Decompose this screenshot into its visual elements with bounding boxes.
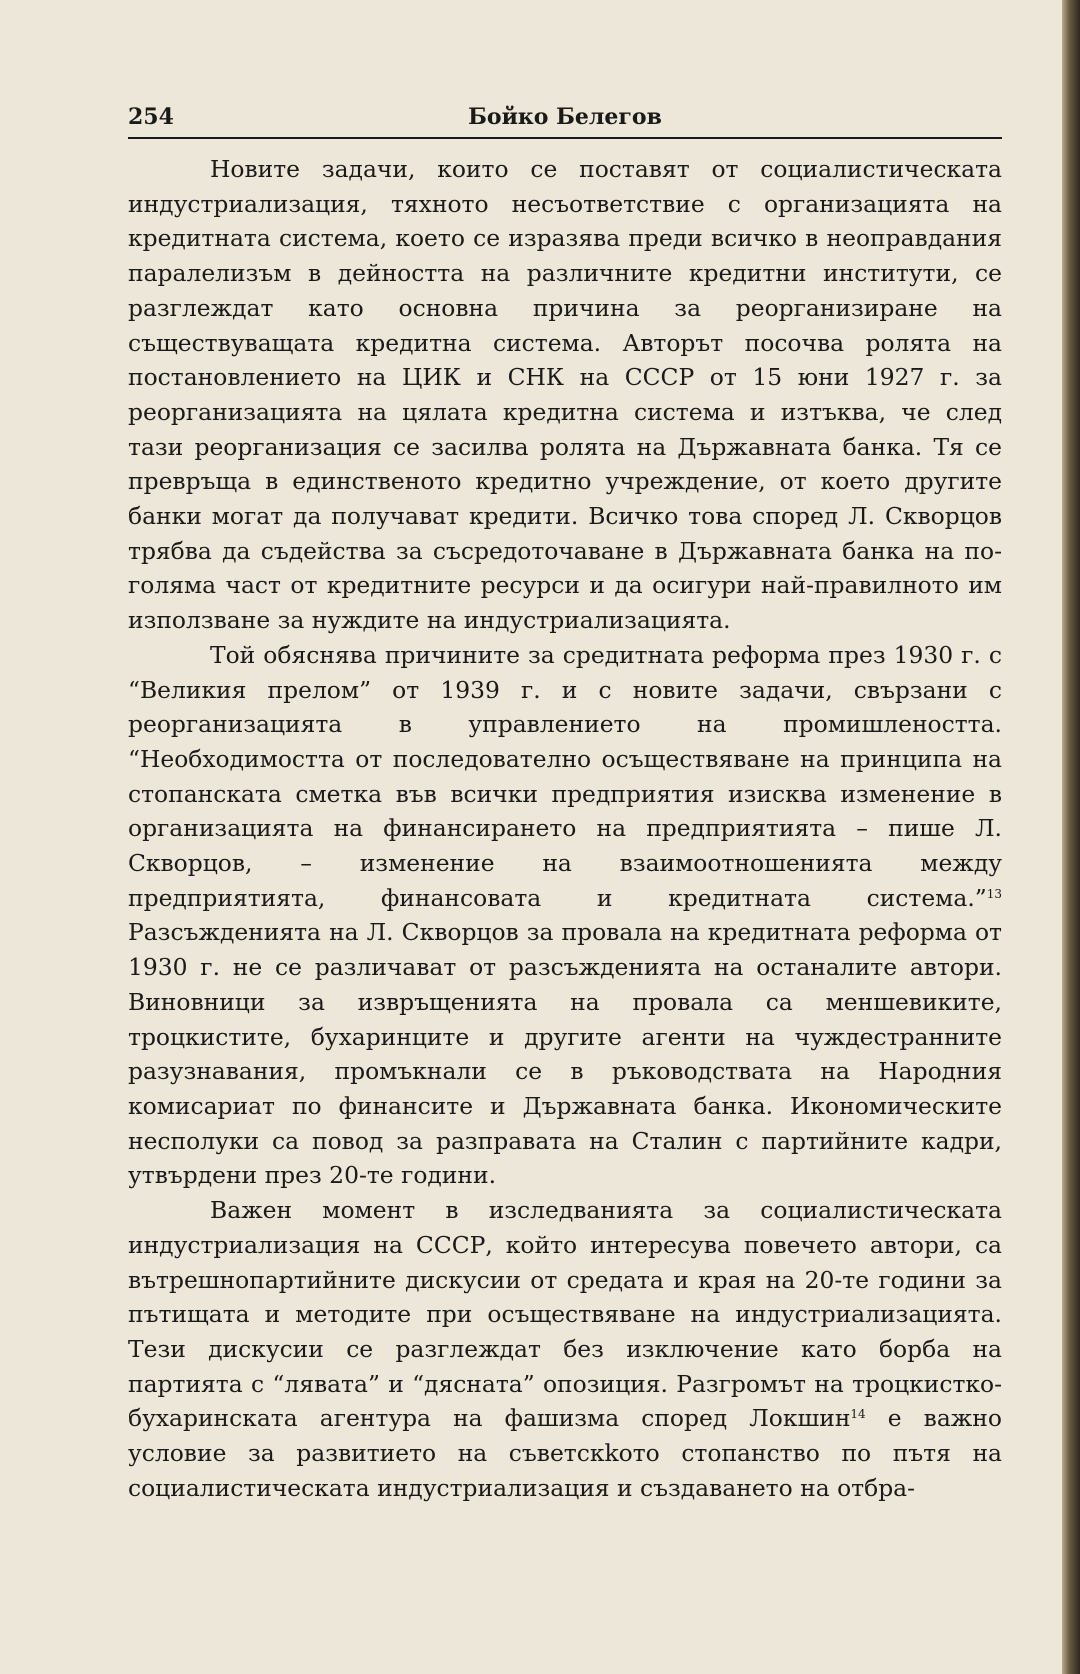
paragraph-3-text-b: е важно условие за развитието на съветскkото стопанство по пътя на социалистическата индустриализация и създаването на отбра- bbox=[128, 1404, 1002, 1502]
page-header bbox=[128, 104, 1002, 136]
book-spine-shadow bbox=[1062, 0, 1080, 1674]
paragraph-2-text-b: Разсъжденията на Л. Скворцов за провала на кредитната реформа от 1930 г. не се различават от разсъжденията на останалите автори. Виновници за извръщенията на провала са меншевиките, троцкистите, бухаринците и другите агенти на чуждестранните разузнавания, промъкнали се в ръководствата на Народния комисариат по финансите и Държавната банка. Икономическите несполуки са повод за разправата на Сталин с партийните кадри, утвърдени през 20-те години. bbox=[128, 918, 1002, 1190]
paragraph-2 bbox=[128, 638, 1002, 1193]
header-rule bbox=[128, 137, 1002, 139]
body-text bbox=[128, 152, 1002, 1505]
paragraph-2-text-a: Той обяснява причините за средитната реформа през 1930 г. с “Великия прелом” от 1939 г. и с новите задачи, свързани с реорганизацията в управлението на промишлеността. “Необходимостта от последователно осъществяване на принципа на стопанската сметка във всички предприятия изисква изменение в организацията на финансирането на предприятията – пише Л. Скворцов, – изменение на взаимоотношенията между предприятията, финансовата и кредитната система.” bbox=[128, 640, 1002, 912]
footnote-ref-14: 14 bbox=[850, 1407, 866, 1422]
running-title: Бойко Белегов bbox=[468, 104, 662, 130]
paragraph-3-text-a: Важен момент в изследванията за социалистическата индустриализация на СССР, който интересува повечето автори, са вътрешнопартийните дискусии от средата и края на 20-те години за пътищата и методите при осъществяване на индустриализацията. Тези дискусии се разглеждат без изключение като борба на партията с “лявата” и “дясната” опозиция. Разгромът на троцкистко-бухаринската агентура на фашизма според Локшин bbox=[128, 1196, 1002, 1433]
page-number: 254 bbox=[128, 104, 174, 130]
paragraph-3 bbox=[128, 1193, 1002, 1505]
paragraph-1: Новите задачи, които се поставят от социалистическата индустриализация, тяхното несъответствие с организацията на кредитната система, което се изразява преди всичко в неоправдания паралелизъм в дейността на различните кредитни институти, се разглеждат като основна причина за реорганизиране на съществуващата кредитна система. Авторът посочва ролята на постановлението на ЦИК и СНК на СССР от 15 юни 1927 г. за реорганизацията на цялата кредитна система и изтъква, че след тази реорганизация се засилва ролята на Държавната банка. Тя се превръща в единственото кредитно учреждение, от което другите банки могат да получават кредити. Всичко това според Л. Скворцов трябва да съдейства за съсредоточаване в Държавната банка на по-голяма част от кредитните ресурси и да осигури най-правилното им използване за нуждите на индустриализацията. bbox=[128, 155, 1002, 635]
footnote-ref-13: 13 bbox=[986, 886, 1002, 901]
